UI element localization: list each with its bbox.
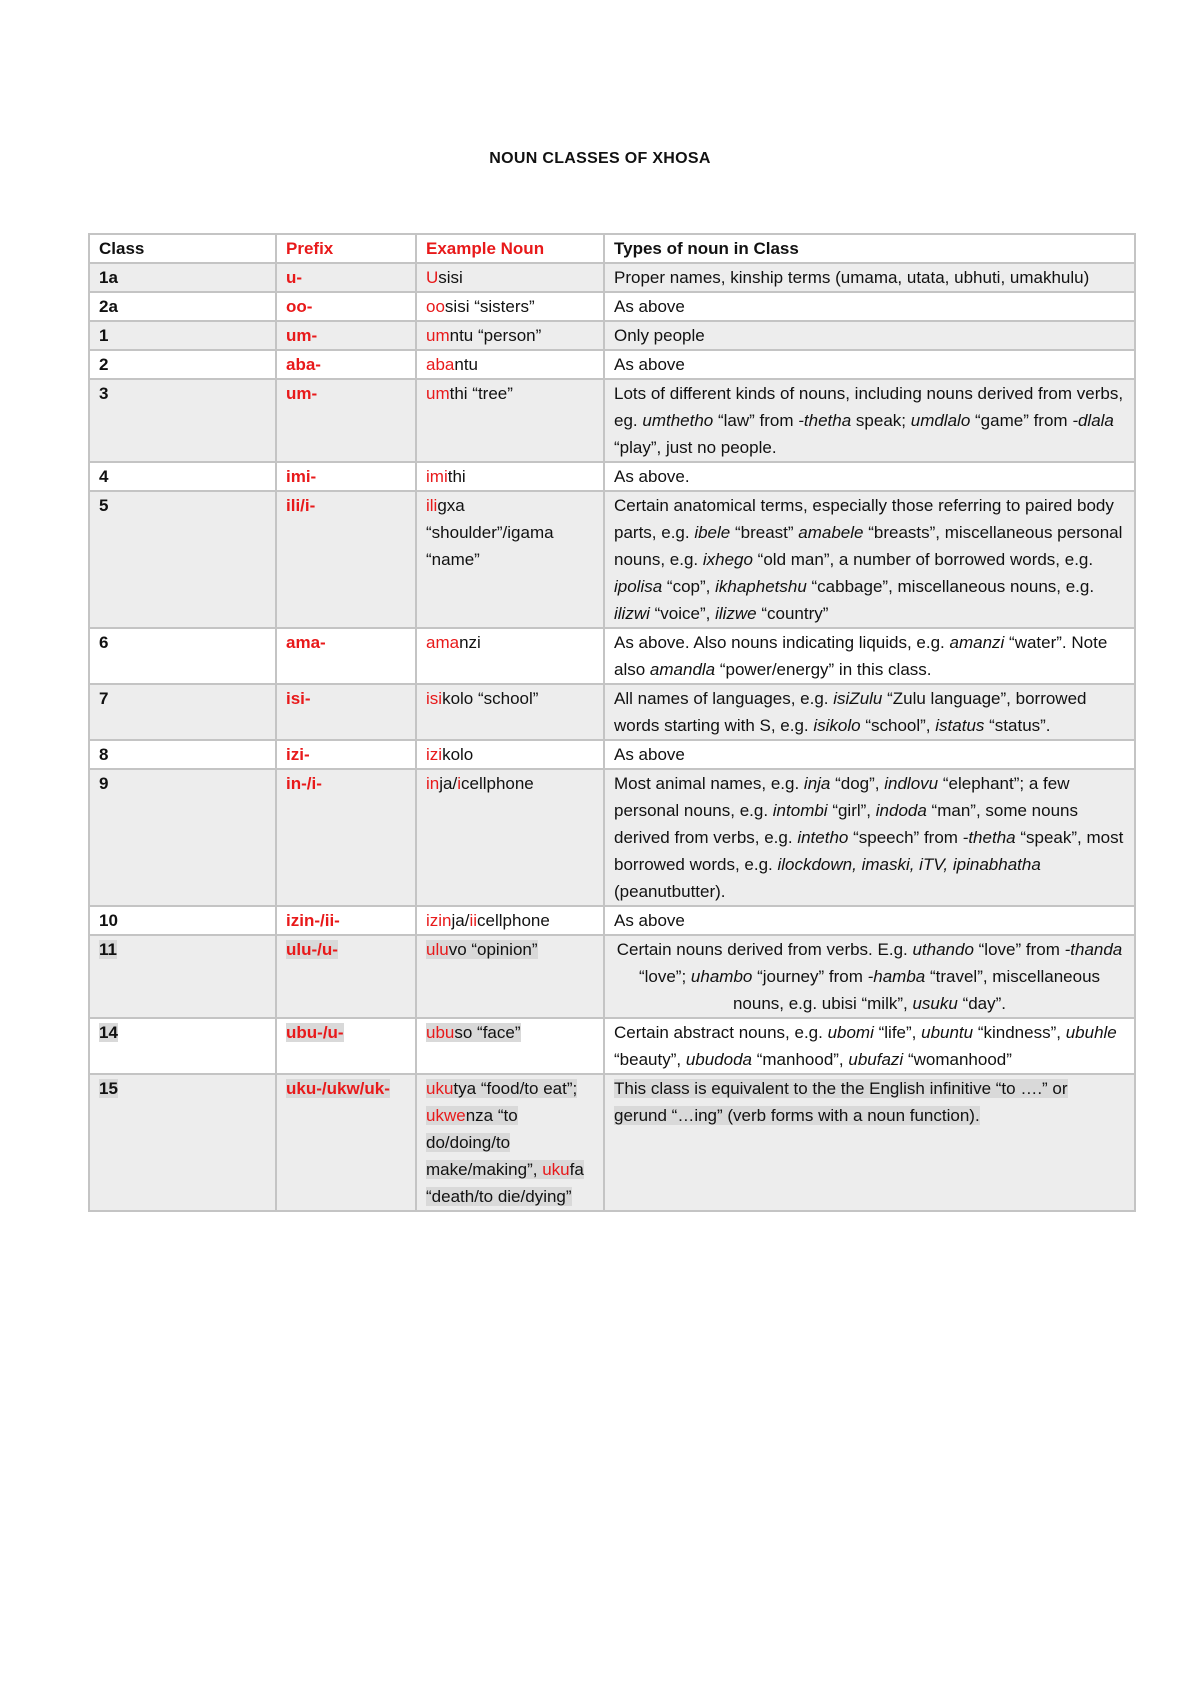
description-text: “love”; — [638, 967, 691, 986]
example-word: uhambo — [690, 967, 753, 986]
example-prefix-highlight: U — [426, 268, 439, 287]
example-text: vo “opinion” — [448, 940, 538, 959]
cell-example-noun — [416, 935, 604, 1018]
table-row — [89, 491, 1135, 628]
cell-types-of-noun — [604, 1018, 1135, 1074]
description-text: “journey” from — [752, 967, 868, 986]
description-text: “life”, — [873, 1023, 922, 1042]
example-word: amandla — [649, 660, 716, 679]
cell-prefix — [276, 628, 416, 684]
cell-class — [89, 906, 276, 935]
table-row — [89, 628, 1135, 684]
example-text: kolo “school” — [442, 689, 539, 708]
page-title: NOUN CLASSES OF XHOSA — [489, 150, 711, 167]
cell-prefix — [276, 263, 416, 292]
cell-example-noun — [416, 628, 604, 684]
cell-prefix — [276, 684, 416, 740]
description-text: “speech” from — [848, 828, 963, 847]
example-text: tya “food/to eat”; — [453, 1079, 578, 1098]
example-text: cellphone — [460, 774, 534, 793]
description-text: “breasts”, miscellaneous personal nouns, e.g. — [614, 523, 1123, 569]
cell-types-of-noun — [604, 628, 1135, 684]
description-text: “kindness”, — [973, 1023, 1066, 1042]
class-number: 3 — [99, 384, 109, 403]
description-text: “Zulu language”, borrowed words starting with S, e.g. — [614, 689, 1087, 735]
prefix-text: oo- — [286, 297, 313, 316]
cell-prefix — [276, 935, 416, 1018]
description-text: “school”, — [860, 716, 936, 735]
description-text: “water”. Note also — [614, 633, 1108, 679]
example-word: intombi — [772, 801, 828, 820]
description-text: Certain anatomical terms, especially those referring to paired body parts, e.g. — [614, 496, 1114, 542]
table-row — [89, 292, 1135, 321]
cell-types-of-noun — [604, 462, 1135, 491]
class-number: 7 — [99, 689, 109, 708]
description-text: This class is equivalent to the the English infinitive “to ….” or gerund “…ing” (verb forms with a noun function). — [614, 1079, 1068, 1125]
description-text: Certain abstract nouns, e.g. — [614, 1023, 828, 1042]
prefix-text: uku-/ukw/uk- — [286, 1079, 390, 1098]
description-text: Certain nouns derived from verbs. E.g. — [616, 940, 913, 959]
cell-types-of-noun — [604, 263, 1135, 292]
cell-prefix — [276, 491, 416, 628]
cell-example-noun — [416, 1074, 604, 1211]
example-text: gxa “shoulder”/igama “name” — [426, 496, 554, 569]
table-row — [89, 740, 1135, 769]
example-text: ja/ — [439, 774, 458, 793]
example-word: amanzi — [949, 633, 1005, 652]
description-text: “breast” — [730, 523, 799, 542]
description-text: “cop”, — [662, 577, 716, 596]
example-word: umdlalo — [910, 411, 971, 430]
cell-example-noun — [416, 321, 604, 350]
description-text: (peanutbutter). — [614, 882, 726, 901]
prefix-text: izin-/ii- — [286, 911, 340, 930]
cell-example-noun — [416, 462, 604, 491]
description-text: speak; — [851, 411, 911, 430]
table-row — [89, 263, 1135, 292]
cell-example-noun — [416, 350, 604, 379]
description-text: “country” — [756, 604, 829, 623]
description-text: “power/energy” in this class. — [715, 660, 932, 679]
cell-class — [89, 321, 276, 350]
cell-prefix — [276, 350, 416, 379]
cell-prefix — [276, 1018, 416, 1074]
example-prefix-highlight: ukwe — [426, 1106, 466, 1125]
cell-example-noun — [416, 263, 604, 292]
description-text: “cabbage”, miscellaneous nouns, e.g. — [806, 577, 1095, 596]
cell-class — [89, 491, 276, 628]
description-text: “man”, some nouns derived from verbs, e.g. — [614, 801, 1079, 847]
example-prefix-highlight: i — [457, 774, 461, 793]
class-number: 5 — [99, 496, 109, 515]
cell-prefix — [276, 769, 416, 906]
example-word: isikolo — [813, 716, 861, 735]
prefix-text: isi- — [286, 689, 311, 708]
cell-class — [89, 292, 276, 321]
description-text: “womanhood” — [903, 1050, 1012, 1069]
cell-prefix — [276, 321, 416, 350]
example-word: amabele — [798, 523, 864, 542]
example-prefix-highlight: um — [426, 326, 450, 345]
cell-prefix — [276, 1074, 416, 1211]
class-number: 6 — [99, 633, 109, 652]
description-text: As above. — [614, 467, 690, 486]
cell-example-noun — [416, 491, 604, 628]
cell-example-noun — [416, 769, 604, 906]
description-text: “elephant”; a few personal nouns, e.g. — [614, 774, 1070, 820]
cell-class — [89, 263, 276, 292]
example-prefix-highlight: uku — [426, 1079, 454, 1098]
example-prefix-highlight: in — [426, 774, 440, 793]
table-row — [89, 1074, 1135, 1211]
class-number: 9 — [99, 774, 109, 793]
description-text: “girl”, — [827, 801, 876, 820]
header-types-of-noun: Types of noun in Class — [604, 234, 1135, 263]
cell-prefix — [276, 379, 416, 462]
example-prefix-highlight: imi — [426, 467, 448, 486]
description-text: “status”. — [984, 716, 1051, 735]
example-word: ubuntu — [921, 1023, 974, 1042]
example-word: indoda — [875, 801, 927, 820]
header-example-noun: Example Noun — [416, 234, 604, 263]
example-word: ilizwe — [715, 604, 757, 623]
example-text: cellphone — [477, 911, 550, 930]
table-row — [89, 769, 1135, 906]
prefix-text: um- — [286, 384, 318, 403]
description-text: All names of languages, e.g. — [614, 689, 834, 708]
table-header-row — [89, 234, 1135, 263]
description-text: “play”, just no people. — [614, 438, 777, 457]
cell-example-noun — [416, 1018, 604, 1074]
example-word: ibele — [694, 523, 731, 542]
cell-class — [89, 628, 276, 684]
example-prefix-highlight: oo — [426, 297, 445, 316]
description-text: As above — [614, 297, 685, 316]
description-text: Proper names, kinship terms (umama, utata, ubhuti, umakhulu) — [614, 268, 1090, 287]
cell-example-noun — [416, 906, 604, 935]
cell-types-of-noun — [604, 379, 1135, 462]
description-text: “old man”, a number of borrowed words, e.g. — [752, 550, 1094, 569]
example-text: thi — [447, 467, 466, 486]
cell-types-of-noun — [604, 684, 1135, 740]
example-word: inja — [803, 774, 831, 793]
cell-class — [89, 769, 276, 906]
example-word: uthando — [912, 940, 974, 959]
example-prefix-highlight: izi — [426, 745, 443, 764]
example-prefix-highlight: ubu — [426, 1023, 455, 1042]
example-word: intetho — [797, 828, 849, 847]
prefix-text: imi- — [286, 467, 317, 486]
cell-example-noun — [416, 292, 604, 321]
example-word: -hamba — [867, 967, 926, 986]
cell-class — [89, 350, 276, 379]
cell-example-noun — [416, 740, 604, 769]
class-number: 10 — [99, 911, 118, 930]
prefix-text: izi- — [286, 745, 310, 764]
description-text: Only people — [614, 326, 705, 345]
header-class: Class — [89, 234, 276, 263]
description-text: “speak”, most borrowed words, e.g. — [614, 828, 1124, 874]
noun-classes-table — [88, 233, 1136, 1212]
description-text: “voice”, — [649, 604, 716, 623]
cell-example-noun — [416, 379, 604, 462]
cell-prefix — [276, 462, 416, 491]
example-text: thi “tree” — [449, 384, 513, 403]
example-word: -thetha — [798, 411, 852, 430]
example-prefix-highlight: isi — [426, 689, 443, 708]
description-text: As above. Also nouns indicating liquids, e.g. — [614, 633, 950, 652]
cell-types-of-noun — [604, 292, 1135, 321]
prefix-text: ubu-/u- — [286, 1023, 344, 1042]
example-word: umthetho — [642, 411, 714, 430]
class-number: 14 — [99, 1023, 118, 1042]
example-text: sisi — [438, 268, 463, 287]
example-text: ntu — [454, 355, 479, 374]
class-number: 2a — [99, 297, 118, 316]
example-word: -thanda — [1064, 940, 1123, 959]
table-row — [89, 684, 1135, 740]
example-text: ja/ — [451, 911, 470, 930]
example-word: -dlala — [1072, 411, 1114, 430]
description-text: “law” from — [713, 411, 799, 430]
example-prefix-highlight: uku — [542, 1160, 570, 1179]
cell-class — [89, 684, 276, 740]
class-number: 8 — [99, 745, 109, 764]
header-prefix: Prefix — [276, 234, 416, 263]
cell-class — [89, 379, 276, 462]
cell-types-of-noun — [604, 906, 1135, 935]
description-text: “day”. — [957, 994, 1007, 1013]
table-row — [89, 1018, 1135, 1074]
table-body — [89, 263, 1135, 1211]
cell-types-of-noun — [604, 350, 1135, 379]
example-prefix-highlight: ii — [469, 911, 478, 930]
example-word: ubuhle — [1065, 1023, 1117, 1042]
cell-types-of-noun — [604, 769, 1135, 906]
description-text: “game” from — [970, 411, 1073, 430]
example-prefix-highlight: um — [426, 384, 450, 403]
description-text: “dog”, — [830, 774, 885, 793]
prefix-text: ama- — [286, 633, 326, 652]
description-text: “manhood”, — [752, 1050, 849, 1069]
example-prefix-highlight: izin — [426, 911, 452, 930]
example-word: usuku — [912, 994, 958, 1013]
example-word: isiZulu — [833, 689, 883, 708]
cell-class — [89, 1074, 276, 1211]
example-word: ixhego — [702, 550, 753, 569]
table-row — [89, 321, 1135, 350]
example-prefix-highlight: ama — [426, 633, 460, 652]
cell-types-of-noun — [604, 1074, 1135, 1211]
class-number: 1 — [99, 326, 109, 345]
cell-class — [89, 935, 276, 1018]
prefix-text: in-/i- — [286, 774, 322, 793]
table-row — [89, 906, 1135, 935]
example-prefix-highlight: ulu — [426, 940, 449, 959]
cell-example-noun — [416, 684, 604, 740]
example-text: nza “to do/doing/to make/making”, — [426, 1106, 543, 1179]
cell-types-of-noun — [604, 491, 1135, 628]
example-text: so “face” — [454, 1023, 521, 1042]
cell-types-of-noun — [604, 935, 1135, 1018]
example-word: ubudoda — [685, 1050, 752, 1069]
description-text: As above — [614, 745, 685, 764]
class-number: 4 — [99, 467, 109, 486]
cell-prefix — [276, 292, 416, 321]
cell-prefix — [276, 906, 416, 935]
cell-prefix — [276, 740, 416, 769]
table-row — [89, 379, 1135, 462]
description-text: As above — [614, 911, 685, 930]
prefix-text: aba- — [286, 355, 321, 374]
class-number: 1a — [99, 268, 118, 287]
prefix-text: ili/i- — [286, 496, 316, 515]
prefix-text: u- — [286, 268, 303, 287]
example-word: indlovu — [884, 774, 939, 793]
example-word: ipolisa — [614, 577, 663, 596]
example-word: ubomi — [827, 1023, 874, 1042]
description-text: “travel”, miscellaneous nouns, e.g. ubisi “milk”, — [732, 967, 1101, 1013]
example-text: nzi — [459, 633, 481, 652]
table-row — [89, 350, 1135, 379]
cell-class — [89, 462, 276, 491]
prefix-text: um- — [286, 326, 318, 345]
example-text: fa “death/to die/dying” — [426, 1160, 584, 1206]
cell-types-of-noun — [604, 321, 1135, 350]
description-text: Lots of different kinds of nouns, including nouns derived from verbs, eg. — [614, 384, 1124, 430]
class-number: 2 — [99, 355, 109, 374]
class-number: 11 — [99, 940, 117, 959]
example-text: ntu “person” — [449, 326, 542, 345]
prefix-text: ulu-/u- — [286, 940, 338, 959]
table-row — [89, 462, 1135, 491]
example-word: ilockdown, imaski, iTV, ipinabhatha — [777, 855, 1041, 874]
class-number: 15 — [99, 1079, 118, 1098]
cell-types-of-noun — [604, 740, 1135, 769]
example-word: -thetha — [962, 828, 1016, 847]
table-row — [89, 935, 1135, 1018]
example-word: istatus — [935, 716, 985, 735]
example-word: ubufazi — [848, 1050, 904, 1069]
example-text: sisi “sisters” — [444, 297, 535, 316]
example-text: kolo — [442, 745, 474, 764]
example-word: ilizwi — [614, 604, 650, 623]
example-prefix-highlight: ili — [426, 496, 438, 515]
cell-class — [89, 1018, 276, 1074]
example-prefix-highlight: aba — [426, 355, 455, 374]
description-text: As above — [614, 355, 685, 374]
description-text: “love” from — [973, 940, 1065, 959]
description-text: Most animal names, e.g. — [614, 774, 804, 793]
description-text: “beauty”, — [614, 1050, 686, 1069]
example-word: ikhaphetshu — [715, 577, 807, 596]
cell-class — [89, 740, 276, 769]
